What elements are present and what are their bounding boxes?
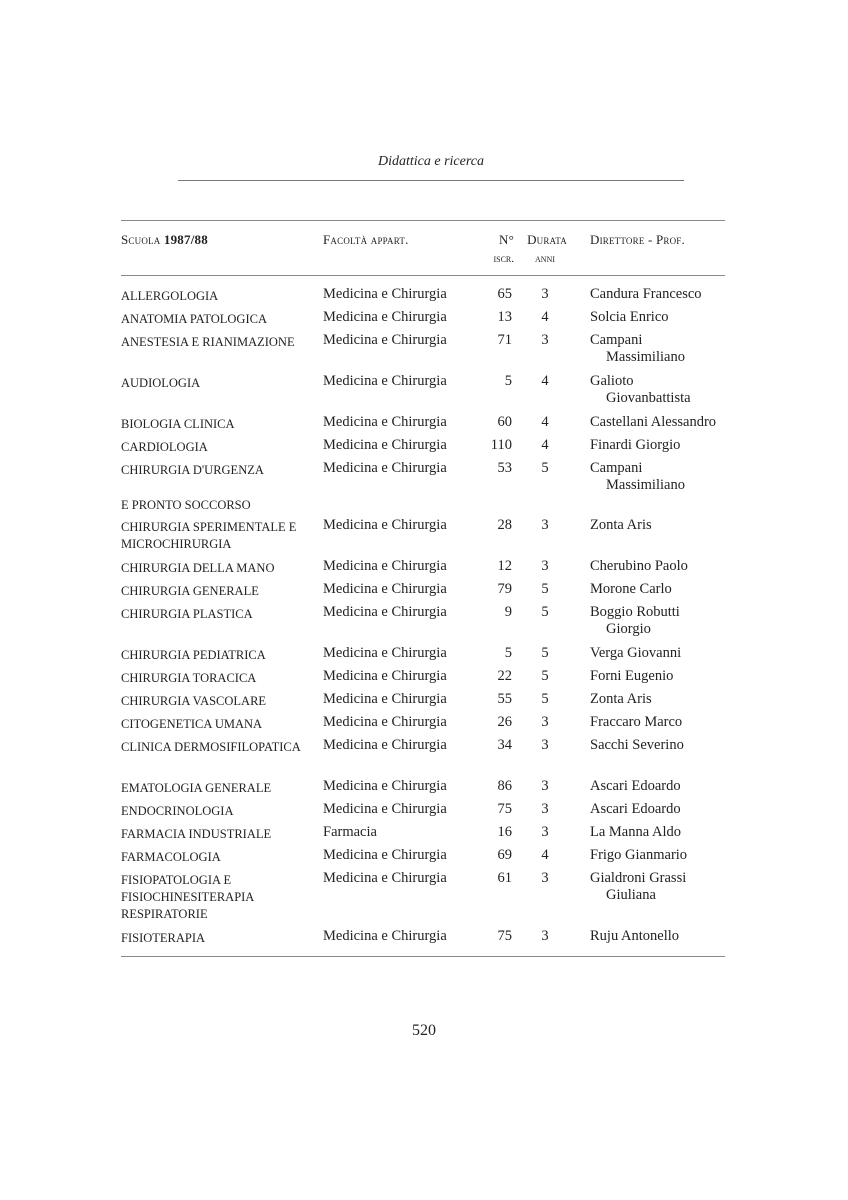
header-school-label: Scuola [121,232,161,247]
director-cell [590,778,731,795]
enrolled-cell: 5 [504,645,512,661]
director-name: Morone Carlo [590,581,672,597]
school-cell: FARMACOLOGIA [121,850,221,864]
school-cell: ALLERGOLOGIA [121,289,219,303]
school-cell: ANATOMIA PATOLOGICA [121,312,267,326]
enrolled-cell: 79 [497,581,512,597]
enrolled-cell: 75 [497,928,512,944]
enrolled-cell: 28 [497,517,512,533]
enrolled-cell: 75 [497,801,512,817]
header-school [121,232,208,248]
header-duration-sub: anni [535,253,555,265]
table-body [121,286,731,951]
header-duration: Durata [527,232,567,247]
years-cell: 5 [541,691,549,707]
director-name: Zonta Aris [590,517,652,533]
table-row [121,558,731,581]
table-row [121,691,731,714]
years-cell: 3 [541,801,549,817]
table-row [121,847,731,870]
years-cell: 3 [541,824,549,840]
enrolled-cell: 13 [497,309,512,325]
school-cell: FISIOPATOLOGIA E FISIOCHINESITERAPIA RESPIRATORIE [121,873,254,921]
director-cell [590,604,731,638]
faculty-cell: Medicina e Chirurgia [323,558,447,574]
enrolled-cell: 71 [497,332,512,348]
table-bottom-rule [121,956,725,957]
enrolled-cell: 26 [497,714,512,730]
faculty-cell: Medicina e Chirurgia [323,668,447,684]
director-name-continued: Giorgio [606,621,651,637]
enrolled-cell: 110 [490,437,512,453]
director-cell [590,286,731,303]
director-name-continued: Giovanbattista [606,390,691,406]
director-name-continued: Giuliana [606,887,656,903]
table-row [121,668,731,691]
header-number: N° [499,232,514,247]
director-cell [590,309,731,326]
faculty-cell: Farmacia [323,824,377,840]
director-cell [590,870,731,904]
years-cell: 4 [541,309,549,325]
school-cell: CHIRURGIA VASCOLARE [121,694,267,708]
school-cell: FARMACIA INDUSTRIALE [121,827,272,841]
table-row [121,332,731,373]
director-name: Sacchi Severino [590,737,684,753]
director-cell [590,928,731,945]
director-cell [590,645,731,662]
school-cell: CHIRURGIA GENERALE [121,584,259,598]
director-cell [590,714,731,731]
school-cell: E PRONTO SOCCORSO [121,498,251,512]
enrolled-cell: 16 [497,824,512,840]
school-cell: AUDIOLOGIA [121,376,201,390]
table-row [121,495,731,517]
director-cell [590,801,731,818]
table-row [121,373,731,414]
school-cell: CHIRURGIA D'URGENZA [121,463,264,477]
years-cell: 5 [541,581,549,597]
faculty-cell: Medicina e Chirurgia [323,309,447,325]
enrolled-cell: 65 [497,286,512,302]
director-cell [590,414,731,431]
director-name: Ascari Edoardo [590,778,681,794]
faculty-cell: Medicina e Chirurgia [323,847,447,863]
faculty-cell: Medicina e Chirurgia [323,517,447,533]
faculty-cell: Medicina e Chirurgia [323,460,447,476]
header-rule [178,180,684,181]
running-head: Didattica e ricerca [377,154,484,169]
table-row [121,286,731,309]
director-cell [590,737,731,754]
table-row [121,581,731,604]
years-cell: 5 [541,668,549,684]
school-cell: CHIRURGIA DELLA MANO [121,561,275,575]
years-cell: 4 [541,414,549,430]
faculty-cell: Medicina e Chirurgia [323,437,447,453]
faculty-cell: Medicina e Chirurgia [323,928,447,944]
director-name: Ascari Edoardo [590,801,681,817]
director-name: Verga Giovanni [590,645,682,661]
school-cell: ENDOCRINOLOGIA [121,804,234,818]
years-cell: 5 [541,460,549,476]
enrolled-cell: 86 [497,778,512,794]
director-cell [590,460,731,494]
enrolled-cell: 5 [504,373,512,389]
table-row [121,309,731,332]
school-cell: CHIRURGIA SPERIMENTALE E MICROCHIRURGIA [121,520,297,551]
table-row [121,645,731,668]
years-cell: 4 [541,847,549,863]
director-cell [590,558,731,575]
director-name: Campani [590,460,643,476]
school-cell: FISIOTERAPIA [121,931,206,945]
table-row [121,460,731,495]
school-cell: CHIRURGIA PLASTICA [121,607,253,621]
school-cell: EMATOLOGIA GENERALE [121,781,272,795]
years-cell: 3 [541,737,549,753]
director-cell [590,691,731,708]
director-name: Fraccaro Marco [590,714,683,730]
director-cell [590,824,731,841]
enrolled-cell: 55 [497,691,512,707]
faculty-cell: Medicina e Chirurgia [323,414,447,430]
director-name: Cherubino Paolo [590,558,688,574]
enrolled-cell: 69 [497,847,512,863]
faculty-cell: Medicina e Chirurgia [323,737,447,753]
years-cell: 5 [541,604,549,620]
director-name: Galioto [590,373,634,389]
table-row [121,778,731,801]
director-name: Finardi Giorgio [590,437,681,453]
table-row [121,928,731,951]
years-cell: 4 [541,437,549,453]
header-number-sub: iscr. [493,253,514,265]
table-row [121,437,731,460]
director-name: Campani [590,332,643,348]
enrolled-cell: 34 [497,737,512,753]
school-cell: CHIRURGIA TORACICA [121,671,257,685]
faculty-cell: Medicina e Chirurgia [323,870,447,886]
years-cell: 3 [541,928,549,944]
enrolled-cell: 61 [497,870,512,886]
faculty-cell: Medicina e Chirurgia [323,604,447,620]
table-header-rule [121,275,725,276]
table-row [121,414,731,437]
enrolled-cell: 9 [504,604,512,620]
director-name: Solcia Enrico [590,309,669,325]
director-name: Boggio Robutti [590,604,680,620]
table-row [121,801,731,824]
header-faculty: Facoltà appart. [323,232,409,247]
years-cell: 4 [541,373,549,389]
school-cell: CARDIOLOGIA [121,440,208,454]
director-name: Castellani Alessandro [590,414,717,430]
header-school-year: 1987/88 [163,232,208,247]
enrolled-cell: 60 [497,414,512,430]
years-cell: 3 [541,286,549,302]
director-cell [590,668,731,685]
table-row [121,604,731,645]
school-cell: CHIRURGIA PEDIATRICA [121,648,266,662]
director-name: Ruju Antonello [590,928,680,944]
years-cell: 5 [541,645,549,661]
years-cell: 3 [541,517,549,533]
faculty-cell: Medicina e Chirurgia [323,373,447,389]
faculty-cell: Medicina e Chirurgia [323,714,447,730]
director-cell [590,437,731,454]
director-name-continued: Massimiliano [606,349,685,365]
school-cell: CLINICA DERMOSIFILOPATICA [121,740,301,754]
school-cell: CITOGENETICA UMANA [121,717,263,731]
enrolled-cell: 22 [497,668,512,684]
faculty-cell: Medicina e Chirurgia [323,581,447,597]
director-name: Candura Francesco [590,286,702,302]
table-row [121,737,731,778]
table-row [121,517,731,558]
enrolled-cell: 53 [497,460,512,476]
years-cell: 3 [541,714,549,730]
director-name-continued: Massimiliano [606,477,685,493]
table-top-rule [121,220,725,221]
faculty-cell: Medicina e Chirurgia [323,645,447,661]
school-cell: ANESTESIA E RIANIMAZIONE [121,335,295,349]
table-row [121,824,731,847]
director-name: Zonta Aris [590,691,652,707]
header-director: Direttore - Prof. [590,232,685,247]
director-name: La Manna Aldo [590,824,682,840]
years-cell: 3 [541,558,549,574]
faculty-cell: Medicina e Chirurgia [323,778,447,794]
enrolled-cell: 12 [497,558,512,574]
years-cell: 3 [541,870,549,886]
table-row [121,870,731,928]
director-cell [590,332,731,366]
faculty-cell: Medicina e Chirurgia [323,691,447,707]
director-cell [590,847,731,864]
table-row [121,714,731,737]
school-cell: BIOLOGIA CLINICA [121,417,235,431]
director-name: Forni Eugenio [590,668,674,684]
director-cell [590,373,731,407]
years-cell: 3 [541,332,549,348]
faculty-cell: Medicina e Chirurgia [323,286,447,302]
director-cell [590,581,731,598]
years-cell: 3 [541,778,549,794]
faculty-cell: Medicina e Chirurgia [323,332,447,348]
director-name: Frigo Gianmario [590,847,688,863]
page-number: 520 [412,1022,436,1039]
director-name: Gialdroni Grassi [590,870,687,886]
director-cell [590,517,731,534]
faculty-cell: Medicina e Chirurgia [323,801,447,817]
